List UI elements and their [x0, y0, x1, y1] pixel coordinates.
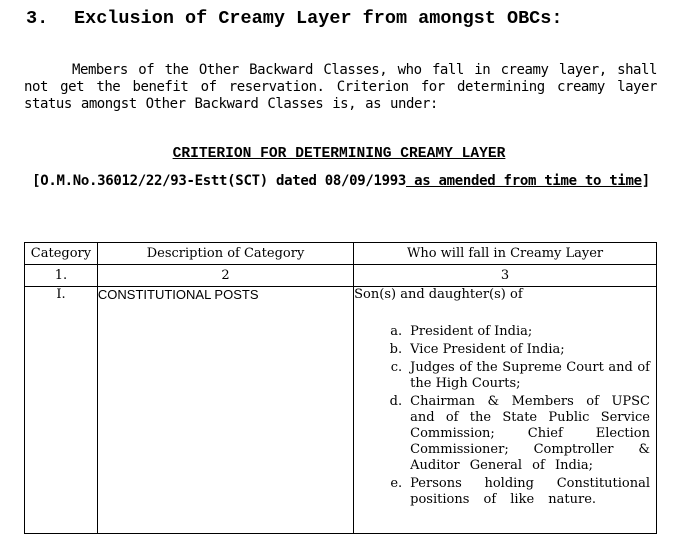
section-number: 3.	[26, 8, 49, 29]
column-number-2: 2	[97, 265, 353, 287]
column-number-1: 1.	[25, 265, 98, 287]
list-item	[354, 394, 650, 474]
category-description-cell: CONSTITUTIONAL POSTS	[97, 287, 353, 534]
list-marker: b.	[389, 342, 403, 357]
list-item	[354, 324, 650, 340]
header-category: Category	[25, 243, 98, 265]
list-item-text: Judges of the Supreme Court and of the High Courts;	[410, 360, 650, 391]
table-row	[25, 287, 657, 534]
list-marker: c.	[390, 360, 403, 375]
list-item-text: Vice President of India;	[410, 342, 565, 357]
list-item-text: Chairman & Members of UPSC and of the State Public Service Commission; Chief Election Commissioner; Comptroller & Auditor General of India;	[410, 394, 650, 473]
criterion-subheading: CRITERION FOR DETERMINING CREAMY LAYER	[172, 146, 506, 162]
office-memo-number: [O.M.No.36012/22/93-Estt(SCT) dated 08/09/1993	[32, 173, 407, 189]
column-number-row	[25, 265, 657, 287]
list-marker: e.	[390, 476, 403, 491]
list-item	[354, 342, 650, 358]
list-item	[354, 476, 650, 508]
creamy-layer-table	[24, 242, 657, 534]
list-marker: d.	[389, 394, 403, 409]
header-who-creamy-layer: Who will fall in Creamy Layer	[354, 243, 657, 265]
list-item	[354, 360, 650, 392]
column-number-3: 3	[354, 265, 657, 287]
creamy-layer-cell	[354, 287, 657, 534]
section-heading	[26, 8, 562, 29]
list-marker: a.	[390, 324, 403, 339]
creamy-layer-intro: Son(s) and daughter(s) of	[354, 287, 523, 302]
office-memo-amendment: as amended from time to time	[406, 173, 642, 189]
intro-paragraph: Members of the Other Backward Classes, who fall in creamy layer, shall not get the benefit of reservation. Criterion for determining creamy layer status amongst Other Backward Classes is, as under:	[24, 62, 657, 112]
list-item-text: President of India;	[410, 324, 533, 339]
category-id-cell: I.	[25, 287, 98, 534]
header-description: Description of Category	[97, 243, 353, 265]
office-memo-reference	[28, 172, 654, 191]
section-title: Exclusion of Creamy Layer from amongst OBCs:	[74, 8, 563, 29]
creamy-layer-list	[354, 324, 656, 508]
list-item-text: Persons holding Constitutional positions of like nature.	[410, 476, 650, 507]
office-memo-close: ]	[641, 173, 650, 189]
table-header-row	[25, 243, 657, 265]
